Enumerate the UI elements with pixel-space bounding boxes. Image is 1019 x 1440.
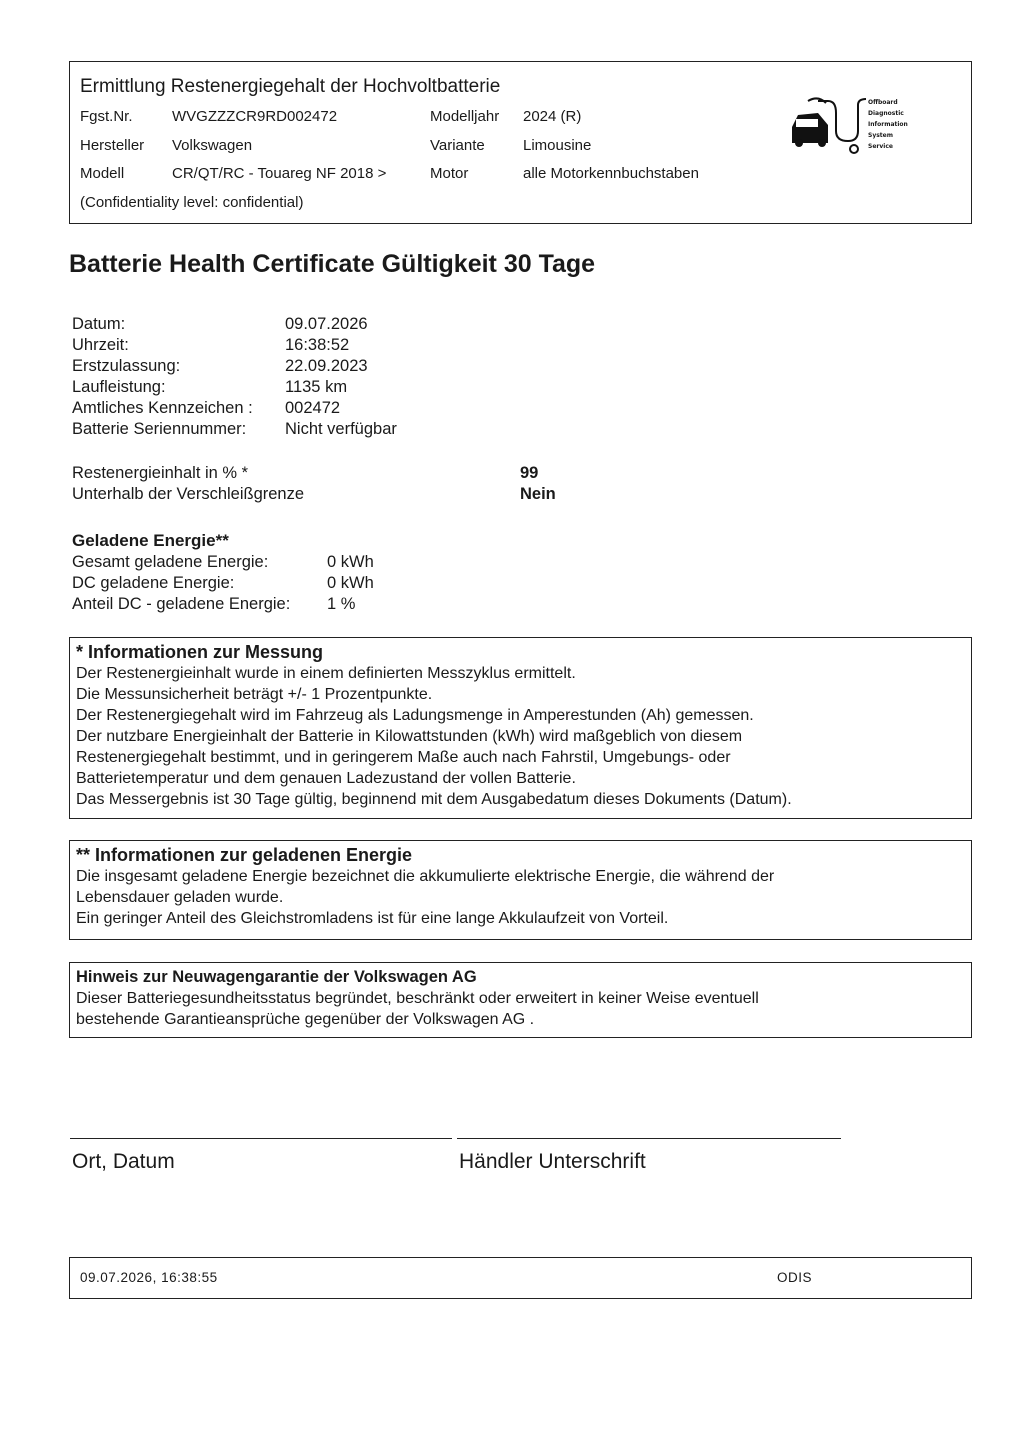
modell-label: Modell bbox=[80, 165, 125, 182]
warranty-line: Dieser Batteriegesundheitsstatus begründet, beschränkt oder erweitert in keiner Weise eventuell bbox=[76, 990, 759, 1007]
anteil-dc-value: 1 % bbox=[327, 595, 356, 613]
footer-system: ODIS bbox=[777, 1270, 813, 1285]
hersteller-value: Volkswagen bbox=[172, 137, 253, 154]
variante-value: Limousine bbox=[523, 137, 592, 154]
energy-title: Geladene Energie** bbox=[72, 531, 229, 550]
logo-line-4: System bbox=[868, 132, 893, 139]
laufleistung-value: 1135 km bbox=[285, 378, 348, 396]
verschleiss-value: Nein bbox=[520, 485, 556, 503]
motor-label: Motor bbox=[430, 165, 469, 182]
dealer-signature-label: Händler Unterschrift bbox=[459, 1150, 646, 1173]
page-title: Batterie Health Certificate Gültigkeit 30 Tage bbox=[69, 250, 596, 278]
modell-value: CR/QT/RC - Touareg NF 2018 > bbox=[172, 165, 387, 182]
footer-timestamp: 09.07.2026, 16:38:55 bbox=[80, 1270, 218, 1285]
anteil-dc-label: Anteil DC - geladene Energie: bbox=[72, 595, 291, 613]
place-date-line bbox=[70, 1138, 452, 1139]
fgst-label: Fgst.Nr. bbox=[80, 108, 133, 125]
confidentiality-note: (Confidentiality level: confidential) bbox=[80, 194, 304, 211]
restenergie-value: 99 bbox=[520, 464, 539, 482]
logo-line-2: Diagnostic bbox=[868, 110, 904, 117]
hersteller-label: Hersteller bbox=[80, 137, 145, 154]
datum-value: 09.07.2026 bbox=[285, 315, 368, 333]
info-measurement-line: Der nutzbare Energieinhalt der Batterie in Kilowattstunden (kWh) wird maßgeblich von diesem bbox=[76, 728, 743, 745]
restenergie-label: Restenergieinhalt in % * bbox=[72, 464, 249, 482]
logo-line-1: Offboard bbox=[868, 99, 898, 106]
variante-label: Variante bbox=[430, 137, 485, 154]
dc-energie-label: DC geladene Energie: bbox=[72, 574, 235, 592]
dc-energie-value: 0 kWh bbox=[327, 574, 374, 592]
info-energy-title: ** Informationen zur geladenen Energie bbox=[76, 845, 413, 865]
info-measurement-line: Der Restenergiegehalt wird im Fahrzeug als Ladungsmenge in Amperestunden (Ah) gemessen. bbox=[76, 707, 754, 724]
uhrzeit-value: 16:38:52 bbox=[285, 336, 350, 354]
details-values bbox=[285, 314, 397, 440]
signature-line bbox=[457, 1138, 841, 1139]
laufleistung-label: Laufleistung: bbox=[72, 378, 166, 396]
odis-logo bbox=[788, 97, 918, 167]
motor-value: alle Motorkennbuchstaben bbox=[523, 165, 699, 182]
modelljahr-value: 2024 (R) bbox=[523, 108, 582, 125]
place-date-label: Ort, Datum bbox=[72, 1150, 175, 1173]
gesamt-energie-value: 0 kWh bbox=[327, 553, 374, 571]
energy-labels bbox=[72, 552, 290, 615]
info-energy-line: Die insgesamt geladene Energie bezeichnet die akkumulierte elektrische Energie, die während der bbox=[76, 868, 775, 885]
warranty-line: bestehende Garantieansprüche gegenüber der Volkswagen AG . bbox=[76, 1011, 535, 1028]
seriennummer-value: Nicht verfügbar bbox=[285, 420, 397, 438]
info-measurement-line: Batterietemperatur und dem genauen Ladezustand der vollen Batterie. bbox=[76, 770, 576, 787]
fgst-value: WVGZZZCR9RD002472 bbox=[172, 108, 338, 125]
modelljahr-label: Modelljahr bbox=[430, 108, 500, 125]
verschleiss-label: Unterhalb der Verschleißgrenze bbox=[72, 485, 305, 503]
info-measurement-title: * Informationen zur Messung bbox=[76, 642, 324, 662]
info-measurement-line: Das Messergebnis ist 30 Tage gültig, beginnend mit dem Ausgabedatum dieses Dokuments (Datum). bbox=[76, 791, 792, 808]
erstzulassung-label: Erstzulassung: bbox=[72, 357, 181, 375]
info-measurement-box bbox=[69, 637, 972, 819]
uhrzeit-label: Uhrzeit: bbox=[72, 336, 129, 354]
info-energy-line: Ein geringer Anteil des Gleichstromladens ist für eine lange Akkulaufzeit von Vorteil. bbox=[76, 910, 669, 927]
erstzulassung-value: 22.09.2023 bbox=[285, 357, 368, 375]
kennzeichen-label: Amtliches Kennzeichen : bbox=[72, 399, 253, 417]
details-labels bbox=[72, 314, 253, 440]
info-measurement-line: Die Messunsicherheit beträgt +/- 1 Prozentpunkte. bbox=[76, 686, 433, 703]
kennzeichen-value: 002472 bbox=[285, 399, 341, 417]
energy-values bbox=[327, 552, 374, 615]
warranty-title: Hinweis zur Neuwagengarantie der Volkswagen AG bbox=[76, 968, 477, 986]
logo-line-3: Information bbox=[868, 121, 908, 128]
info-measurement-line: Der Restenergieinhalt wurde in einem definierten Messzyklus ermittelt. bbox=[76, 665, 576, 682]
header-title: Ermittlung Restenergiegehalt der Hochvoltbatterie bbox=[80, 76, 501, 97]
seriennummer-label: Batterie Seriennummer: bbox=[72, 420, 247, 438]
logo-line-5: Service bbox=[868, 143, 893, 150]
info-energy-box bbox=[69, 840, 972, 940]
datum-label: Datum: bbox=[72, 315, 126, 333]
warranty-box bbox=[69, 962, 972, 1038]
gesamt-energie-label: Gesamt geladene Energie: bbox=[72, 553, 269, 571]
info-measurement-line: Restenergiegehalt bestimmt, und in geringerem Maße auch nach Fahrstil, Umgebungs- oder bbox=[76, 749, 731, 766]
info-energy-line: Lebensdauer geladen wurde. bbox=[76, 889, 284, 906]
